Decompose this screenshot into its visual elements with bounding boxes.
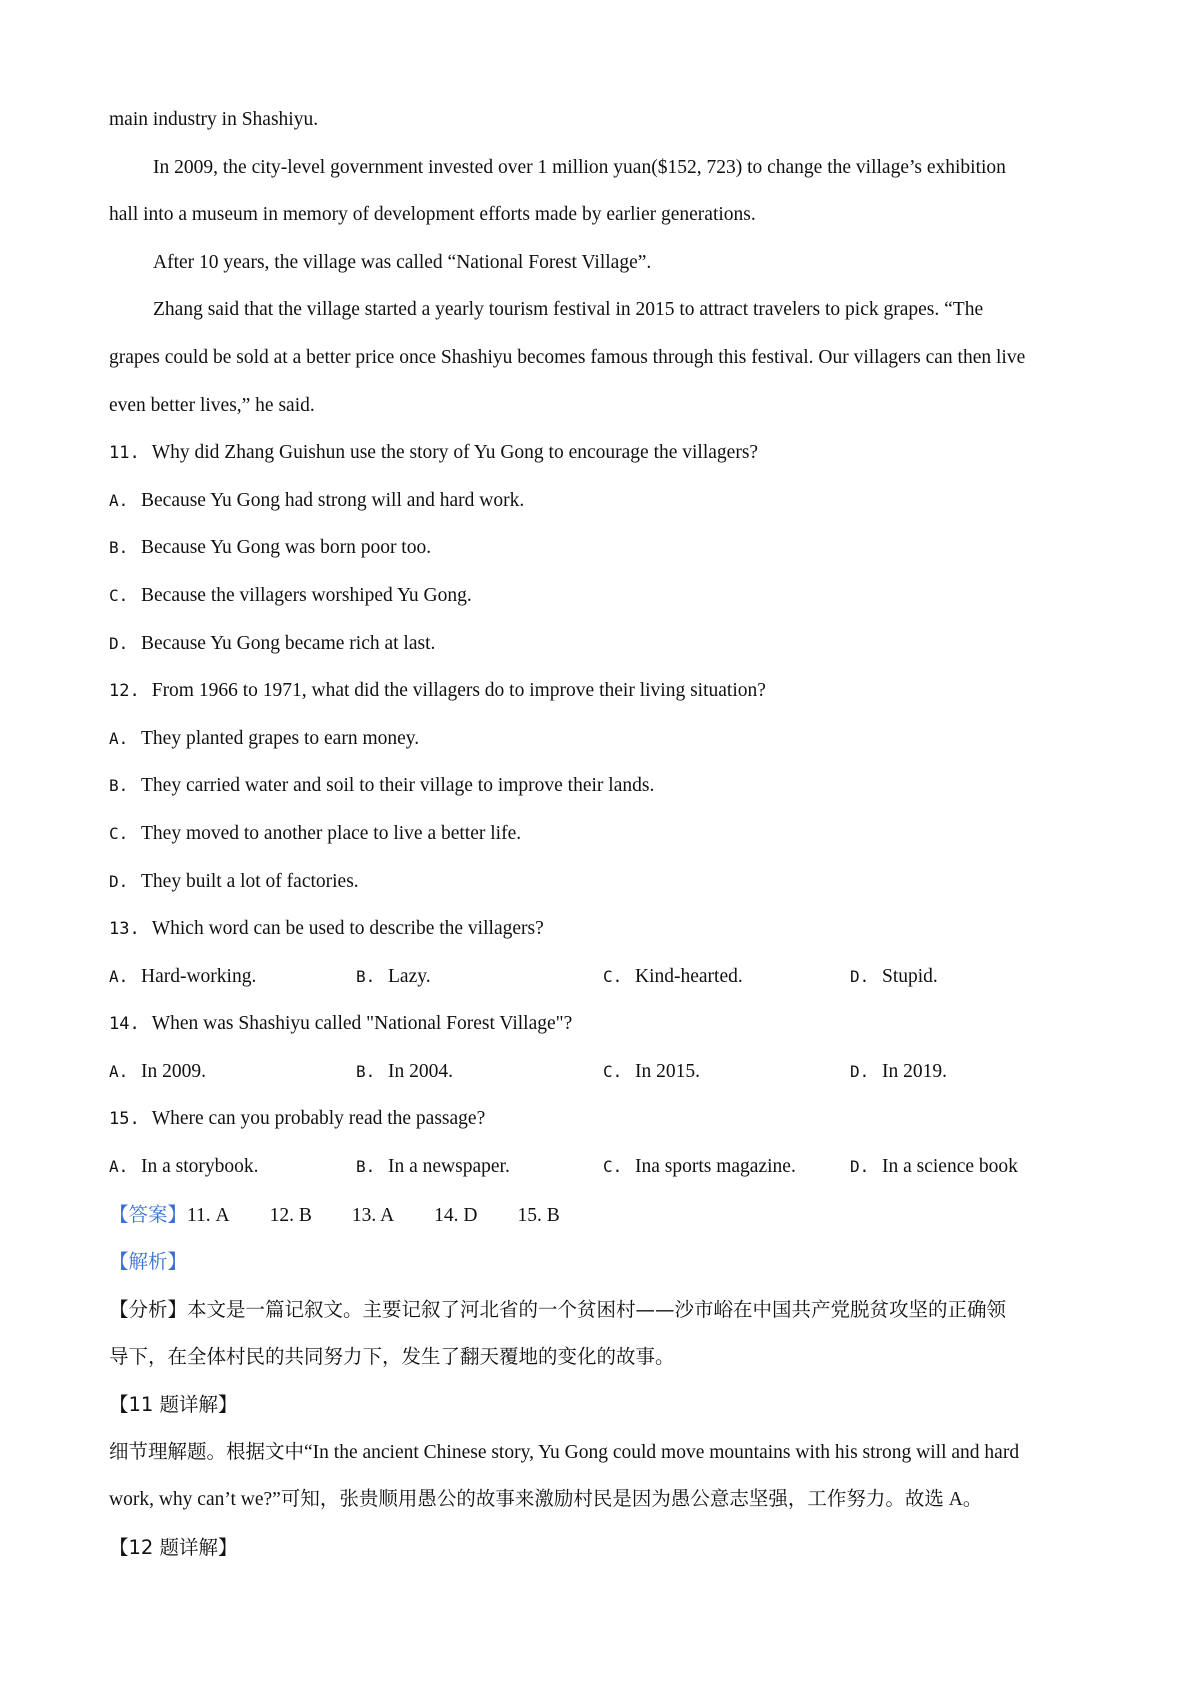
question-11	[109, 429, 1109, 667]
option-letter: B.	[356, 1061, 376, 1081]
summary-text: 本文是一篇记叙文。主要记叙了河北省的一个贫困村——沙市峪在中国共产党脱贫攻坚的正确领	[187, 1297, 1007, 1321]
option-row	[109, 953, 1109, 1001]
answer-item: 11. A	[187, 1204, 230, 1226]
option-letter: B.	[356, 1157, 376, 1177]
passage-line: In 2009, the city-level government invested over 1 million yuan($152, 723) to change the village’s exhibition	[153, 156, 1006, 178]
option-letter: B.	[109, 776, 129, 796]
option-c	[603, 953, 850, 1001]
option-d	[850, 1048, 1097, 1096]
question-stem	[109, 667, 1109, 715]
option-text: In a newspaper.	[388, 1156, 510, 1178]
option-text: Because Yu Gong became rich at last.	[141, 632, 436, 654]
analysis-heading	[109, 1238, 1109, 1286]
option-letter: C.	[603, 1061, 623, 1081]
option-row	[109, 1048, 1109, 1096]
option-text: Ina sports magazine.	[635, 1156, 796, 1178]
option-text: In a storybook.	[141, 1156, 259, 1178]
option-c	[109, 572, 1109, 620]
question-text: When was Shashiyu called "National Forest Village"?	[151, 1013, 573, 1035]
option-text: Hard-working.	[141, 965, 257, 987]
option-d	[109, 620, 1109, 668]
option-text: They planted grapes to earn money.	[141, 727, 420, 749]
summary-line: 导下，在全体村民的共同努力下，发生了翻天覆地的变化的故事。	[109, 1345, 675, 1369]
option-d	[109, 858, 1109, 906]
option-text: They carried water and soil to their village to improve their lands.	[141, 775, 655, 797]
option-text: Because Yu Gong had strong will and hard work.	[141, 489, 525, 511]
question-text: Where can you probably read the passage?	[151, 1108, 486, 1130]
question-text: Which word can be used to describe the villagers?	[151, 918, 544, 940]
summary-label: 【分析】	[109, 1297, 188, 1321]
passage-line: Zhang said that the village started a yearly tourism festival in 2015 to attract travelers to pick grapes. “The	[153, 299, 984, 321]
question-number: 15.	[109, 1109, 140, 1130]
option-b	[356, 1048, 603, 1096]
option-text: They moved to another place to live a better life.	[141, 822, 522, 844]
passage	[109, 96, 1109, 429]
option-letter: D.	[850, 1061, 870, 1081]
option-c	[603, 1048, 850, 1096]
option-row	[109, 1143, 1109, 1191]
option-text: Kind-hearted.	[635, 965, 743, 987]
option-letter: A.	[109, 1157, 129, 1177]
question-text: Why did Zhang Guishun use the story of Yu Gong to encourage the villagers?	[151, 442, 759, 464]
question-number: 14.	[109, 1014, 140, 1035]
answer-item: 15. B	[517, 1204, 560, 1226]
option-a	[109, 953, 356, 1001]
option-c	[109, 810, 1109, 858]
option-b	[356, 1143, 603, 1191]
question-stem	[109, 1095, 1109, 1143]
option-letter: C.	[109, 823, 129, 843]
answer-item: 12. B	[269, 1204, 312, 1226]
option-letter: B.	[109, 538, 129, 558]
option-text: In 2004.	[388, 1060, 453, 1082]
option-text: In 2015.	[635, 1060, 700, 1082]
option-letter: B.	[356, 966, 376, 986]
question-stem	[109, 429, 1109, 477]
answer-label: 【答案】	[109, 1202, 188, 1226]
option-text: In 2019.	[882, 1060, 947, 1082]
option-letter: C.	[603, 966, 623, 986]
analysis-label: 【解析】	[109, 1250, 188, 1274]
option-a	[109, 477, 1109, 525]
option-letter: D.	[850, 966, 870, 986]
option-text: Stupid.	[882, 965, 938, 987]
q11-explanation-line: 细节理解题。根据文中“In the ancient Chinese story, Yu Gong could move mountains with his strong will and hard	[109, 1441, 1020, 1463]
q11-heading: 【11 题详解】	[109, 1393, 238, 1417]
option-letter: A.	[109, 728, 129, 748]
option-text: Because Yu Gong was born poor too.	[141, 537, 432, 559]
option-text: They built a lot of factories.	[141, 870, 359, 892]
question-number: 13.	[109, 919, 140, 940]
question-number: 11.	[109, 443, 140, 464]
answer-item: 14. D	[434, 1204, 478, 1226]
passage-line: main industry in Shashiyu.	[109, 109, 319, 130]
answer-key	[109, 1191, 1109, 1239]
answer-item: 13. A	[351, 1204, 395, 1226]
option-text: In a science book	[882, 1156, 1018, 1178]
option-b	[109, 524, 1109, 572]
passage-line: hall into a museum in memory of development efforts made by earlier generations.	[109, 204, 756, 226]
option-a	[109, 1048, 356, 1096]
passage-line: grapes could be sold at a better price once Shashiyu becomes famous through this festival. Our villagers can then live	[109, 346, 1026, 368]
option-letter: A.	[109, 490, 129, 510]
option-c	[603, 1143, 850, 1191]
option-letter: C.	[603, 1157, 623, 1177]
question-12	[109, 667, 1109, 905]
q12-heading: 【12 题详解】	[109, 1535, 238, 1559]
question-13	[109, 905, 1109, 1000]
option-letter: A.	[109, 966, 129, 986]
option-d	[850, 1143, 1097, 1191]
question-14	[109, 1000, 1109, 1095]
passage-line: After 10 years, the village was called “National Forest Village”.	[153, 251, 652, 273]
question-stem	[109, 905, 1109, 953]
option-b	[109, 762, 1109, 810]
q11-explanation-line: work, why can’t we?”可知，张贵顺用愚公的故事来激励村民是因为愚公意志坚强，工作努力。故选 A。	[109, 1489, 983, 1511]
question-stem	[109, 1000, 1109, 1048]
option-letter: C.	[109, 585, 129, 605]
option-a	[109, 1143, 356, 1191]
option-a	[109, 715, 1109, 763]
passage-line: even better lives,” he said.	[109, 394, 315, 416]
summary-line	[109, 1286, 1109, 1334]
option-text: Lazy.	[388, 965, 431, 987]
option-letter: D.	[109, 633, 129, 653]
document-page	[109, 96, 1109, 1571]
option-d	[850, 953, 1097, 1001]
option-b	[356, 953, 603, 1001]
option-letter: A.	[109, 1061, 129, 1081]
option-letter: D.	[109, 871, 129, 891]
question-number: 12.	[109, 681, 140, 702]
question-15	[109, 1095, 1109, 1190]
question-text: From 1966 to 1971, what did the villagers do to improve their living situation?	[151, 680, 766, 702]
option-letter: D.	[850, 1157, 870, 1177]
option-text: In 2009.	[141, 1060, 206, 1082]
option-text: Because the villagers worshiped Yu Gong.	[141, 584, 472, 606]
